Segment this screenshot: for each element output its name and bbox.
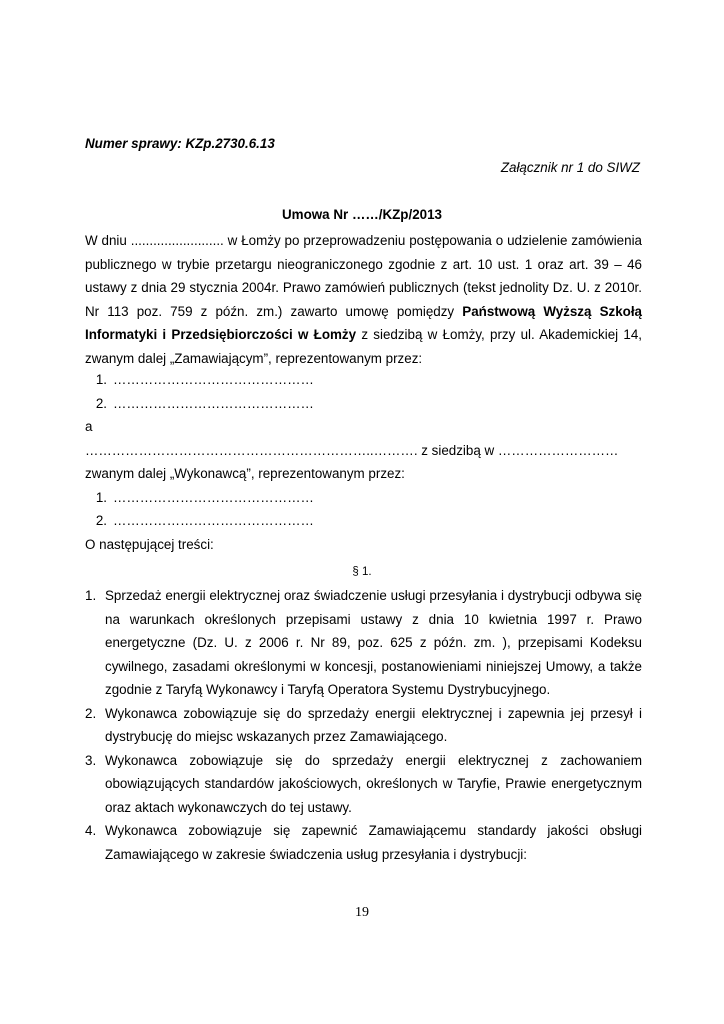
annex-label: Załącznik nr 1 do SIWZ	[500, 160, 640, 175]
list-item: 2. Wykonawca zobowiązuje się do sprzedaży energii elektrycznej i zapewnia jej przesył i dystrybucję do miejsc wskazanych przez Zamawiającego.	[85, 705, 642, 744]
conjunction: a	[85, 419, 93, 434]
representative-2-1: 1. ………………………………………	[95, 490, 314, 505]
intro-part-2: z siedzibą w Łomży, przy ul. Akademickiej 14, zwanym dalej „Zamawiającym”, reprezentowanym przez:	[85, 327, 642, 366]
contract-title: Umowa Nr ……/KZp/2013	[282, 207, 442, 222]
paragraph-list	[85, 584, 642, 866]
content-intro: O następującej treści:	[85, 537, 214, 552]
representative-1-2: 2. ………………………………………	[95, 396, 314, 411]
list-item: 3. Wykonawca zobowiązuje się do sprzedaży energii elektrycznej z zachowaniem obowiązujących standardów jakościowych, określonych w Taryfie, Prawie energetycznym oraz aktach wykonawczych do tej ustawy.	[85, 752, 642, 815]
intro-part-1: W dniu ......................... w Łomży po przeprowadzeniu postępowania o udzielenie zamówienia publicznego w trybie przetargu nieograniczonego zgodnie z art. 10 ust. 1 oraz art. 39 – 46 ustawy z dnia 29 stycznia 2004r. Prawo zamówień publicznych (tekst jednolity Dz. U. z 2010r. Nr 113 poz. 759 z późn. zm.) zawarto umowę pomiędzy	[85, 233, 642, 319]
page-number: 19	[355, 905, 369, 920]
case-number: Numer sprawy: KZp.2730.6.13	[85, 136, 275, 151]
section-heading: § 1.	[352, 566, 372, 578]
list-item: 1. Sprzedaż energii elektrycznej oraz świadczenie usługi przesyłania i dystrybucji odbywa się na warunkach określonych przepisami ustawy z dnia 10 kwietnia 1997 r. Prawo energetyczne (Dz. U. z 2006 r. Nr 89, poz. 625 z późn. zm. ), przepisami Kodeksu cywilnego, zasadami określonymi w koncesji, postanowieniami niniejszej Umowy, a także zgodnie z Taryfą Wykonawcy i Taryfą Operatora Systemu Dystrybucyjnego.	[85, 588, 642, 697]
contractor-named: zwanym dalej „Wykonawcą”, reprezentowanym przez:	[85, 466, 405, 481]
representative-1-1: 1. ………………………………………	[95, 372, 314, 387]
party-name: Państwową Wyższą Szkołą Informatyki i Przedsiębiorczości w Łomży	[85, 303, 642, 342]
contractor-line: ………………………………………………………..………. z siedzibą w ………………………	[85, 443, 619, 458]
list-item: 4. Wykonawca zobowiązuje się zapewnić Zamawiającemu standardy jakości obsługi Zamawiającego w zakresie świadczenia usług przesyłania i dystrybucji:	[85, 823, 642, 862]
intro-paragraph	[85, 229, 642, 370]
representative-2-2: 2. ………………………………………	[95, 513, 314, 528]
